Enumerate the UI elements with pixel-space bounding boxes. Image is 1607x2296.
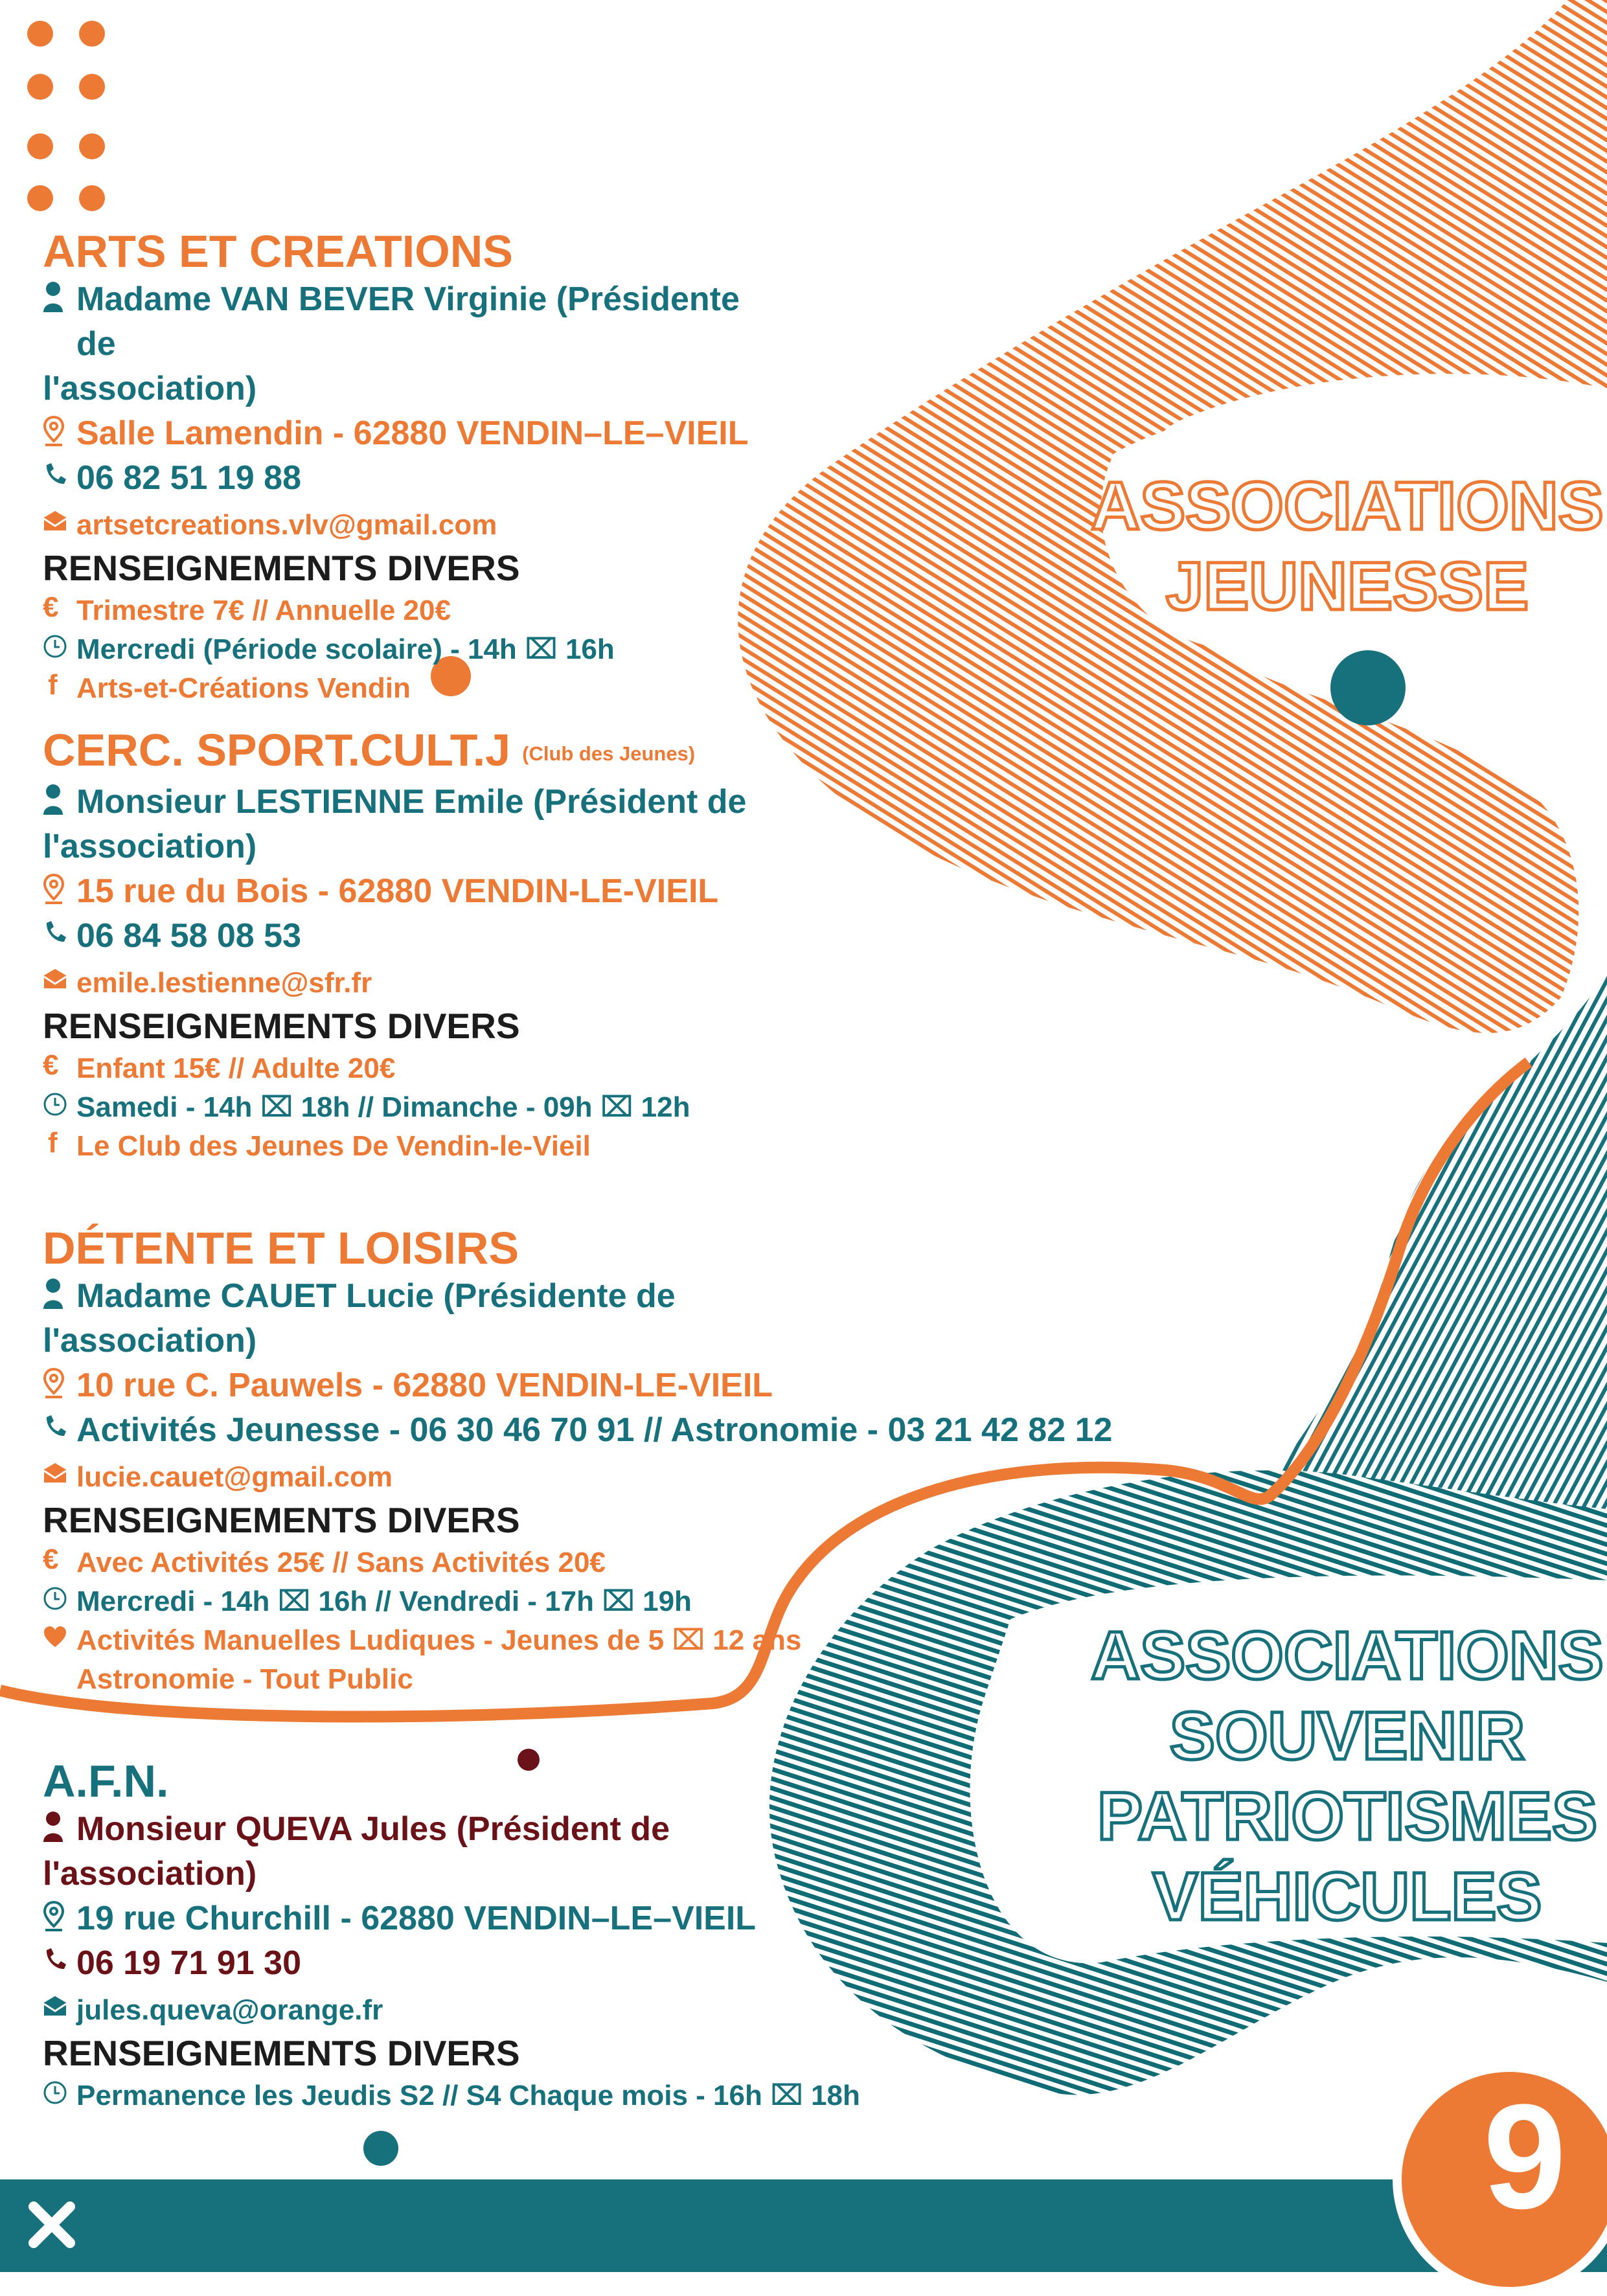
email-icon xyxy=(43,1458,76,1484)
section-cerc-sport-cult xyxy=(43,724,1144,1166)
section-afn xyxy=(43,1755,1144,2115)
phone-line[interactable] xyxy=(43,456,1144,501)
section-title: ARTS ET CREATIONS xyxy=(43,226,513,277)
contact-role: l'association) xyxy=(43,827,257,865)
section-title: DÉTENTE ET LOISIRS xyxy=(43,1223,519,1273)
teal-dot xyxy=(1330,650,1406,725)
schedule-line xyxy=(43,1088,1144,1127)
phone-line[interactable] xyxy=(43,914,1144,959)
activities-line-2: Astronomie - Tout Public xyxy=(76,1663,413,1695)
contact-line xyxy=(43,780,1144,824)
address-text: 10 rue C. Pauwels - 62880 VENDIN-LE-VIEIL xyxy=(76,1367,773,1404)
contact-role: l'association) xyxy=(43,1855,257,1892)
email-line[interactable] xyxy=(43,506,1144,545)
person-icon xyxy=(43,1274,76,1310)
facebook-icon: f xyxy=(48,1126,58,1159)
map-pin-icon xyxy=(43,1896,76,1933)
section-arts-et-creations xyxy=(43,225,1144,708)
jeunesse-title xyxy=(1075,466,1607,627)
contact-name: Monsieur QUEVA Jules (Président de xyxy=(76,1810,670,1848)
dots-decoration xyxy=(27,21,105,211)
jeunesse-title-line1: ASSOCIATIONS xyxy=(1091,468,1604,544)
contact-line xyxy=(43,277,1144,367)
souvenir-title-line3: PATRIOTISMES xyxy=(1097,1779,1597,1854)
clock-icon xyxy=(43,2076,76,2105)
contact-role: l'association) xyxy=(43,370,257,407)
phone-number[interactable]: Activités Jeunesse - 06 30 46 70 91 // Astronomie - 03 21 42 82 12 xyxy=(76,1411,1113,1449)
email-address[interactable]: jules.queva@orange.fr xyxy=(76,1994,383,2026)
section-title: A.F.N. xyxy=(43,1756,169,1806)
contact-line xyxy=(43,1807,1144,1852)
souvenir-title-line1: ASSOCIATIONS xyxy=(1091,1618,1604,1694)
contact-name: Madame CAUET Lucie (Présidente de xyxy=(76,1277,676,1315)
info-heading: RENSEIGNEMENTS DIVERS xyxy=(43,548,520,588)
address-text: 19 rue Churchill - 62880 VENDIN–LE–VIEIL xyxy=(76,1900,757,1937)
price-text: Avec Activités 25€ // Sans Activités 20€ xyxy=(76,1547,606,1578)
contact-role: l'association) xyxy=(43,1322,257,1359)
info-heading: RENSEIGNEMENTS DIVERS xyxy=(43,1500,520,1540)
price-line xyxy=(43,1049,1144,1088)
facebook-link[interactable]: Le Club des Jeunes De Vendin-le-Vieil xyxy=(76,1130,591,1162)
euro-icon: € xyxy=(43,591,59,623)
info-heading: RENSEIGNEMENTS DIVERS xyxy=(43,2033,520,2073)
clock-icon xyxy=(43,1582,76,1611)
schedule-text: Mercredi (Période scolaire) - 14h ⌧ 16h xyxy=(76,633,615,665)
clock-icon xyxy=(43,1088,76,1117)
souvenir-title-line2: SOUVENIR xyxy=(1169,1698,1525,1774)
phone-line[interactable] xyxy=(43,1408,1144,1453)
section-detente-et-loisirs xyxy=(43,1222,1144,1699)
address-text: Salle Lamendin - 62880 VENDIN–LE–VIEIL xyxy=(76,415,749,452)
email-line[interactable] xyxy=(43,1991,1144,2030)
facebook-line[interactable] xyxy=(43,1127,1144,1166)
jeunesse-title-line2: JEUNESSE xyxy=(1165,549,1529,624)
souvenir-title-line4: VÉHICULES xyxy=(1152,1859,1542,1935)
price-line xyxy=(43,1543,1144,1582)
email-icon xyxy=(43,964,76,990)
phone-line[interactable] xyxy=(43,1941,1144,1986)
section-title-text: CERC. SPORT.CULT.J xyxy=(43,725,511,775)
price-text: Trimestre 7€ // Annuelle 20€ xyxy=(76,595,451,626)
schedule-text: Permanence les Jeudis S2 // S4 Chaque mois - 16h ⌧ 18h xyxy=(76,2080,860,2111)
euro-icon: € xyxy=(43,1543,59,1575)
phone-icon xyxy=(43,1408,76,1440)
phone-icon xyxy=(43,1941,76,1973)
activities-text: Activités Manuelles Ludiques - Jeunes de 5 ⌧ 12 ans xyxy=(76,1624,802,1656)
email-icon xyxy=(43,506,76,532)
email-address[interactable]: lucie.cauet@gmail.com xyxy=(76,1461,393,1493)
facebook-line[interactable] xyxy=(43,669,1144,708)
facebook-icon: f xyxy=(48,669,58,701)
map-pin-icon xyxy=(43,869,76,905)
info-heading: RENSEIGNEMENTS DIVERS xyxy=(43,1005,520,1046)
phone-icon xyxy=(43,456,76,488)
phone-icon xyxy=(43,914,76,946)
schedule-text: Samedi - 14h ⌧ 18h // Dimanche - 09h ⌧ 12h xyxy=(76,1091,690,1123)
person-icon xyxy=(43,277,76,313)
address-line xyxy=(43,411,1144,456)
address-line xyxy=(43,1363,1144,1408)
address-line xyxy=(43,869,1144,914)
footer-bar xyxy=(0,2179,1607,2272)
person-icon xyxy=(43,1807,76,1843)
euro-icon: € xyxy=(43,1049,59,1081)
schedule-text: Mercredi - 14h ⌧ 16h // Vendredi - 17h ⌧ 19h xyxy=(76,1586,692,1617)
schedule-line xyxy=(43,1582,1144,1621)
email-line[interactable] xyxy=(43,964,1144,1003)
email-address[interactable]: artsetcreations.vlv@gmail.com xyxy=(76,509,497,541)
address-text: 15 rue du Bois - 62880 VENDIN-LE-VIEIL xyxy=(76,872,719,910)
page-number: 9 xyxy=(1483,2073,1566,2240)
heart-icon xyxy=(43,1621,76,1648)
clock-icon xyxy=(43,630,76,659)
section-subtitle: (Club des Jeunes) xyxy=(522,742,696,765)
contact-name: Monsieur LESTIENNE Emile (Président de xyxy=(76,782,747,821)
close-icon xyxy=(26,2199,78,2251)
close-button[interactable] xyxy=(23,2196,81,2254)
address-line xyxy=(43,1896,1144,1941)
facebook-link[interactable]: Arts-et-Créations Vendin xyxy=(76,672,411,704)
person-icon xyxy=(43,780,76,816)
schedule-line xyxy=(43,2076,1144,2115)
souvenir-title xyxy=(1075,1616,1607,1937)
map-pin-icon xyxy=(43,1363,76,1400)
contact-line xyxy=(43,1274,1144,1319)
map-pin-icon xyxy=(43,411,76,448)
schedule-line xyxy=(43,630,1144,669)
section-title xyxy=(43,724,1144,780)
email-address[interactable]: emile.lestienne@sfr.fr xyxy=(76,966,372,999)
phone-number[interactable]: 06 19 71 91 30 xyxy=(76,1944,301,1982)
activities-line xyxy=(43,1621,1144,1660)
teal-dot-small xyxy=(363,2131,398,2166)
email-icon xyxy=(43,1991,76,2017)
email-line[interactable] xyxy=(43,1458,1144,1497)
price-text: Enfant 15€ // Adulte 20€ xyxy=(76,1052,396,1084)
phone-number[interactable]: 06 82 51 19 88 xyxy=(76,459,301,497)
phone-number[interactable]: 06 84 58 08 53 xyxy=(76,916,301,955)
price-line xyxy=(43,591,1144,630)
contact-name: Madame VAN BEVER Virginie (Présidente de xyxy=(76,280,740,363)
